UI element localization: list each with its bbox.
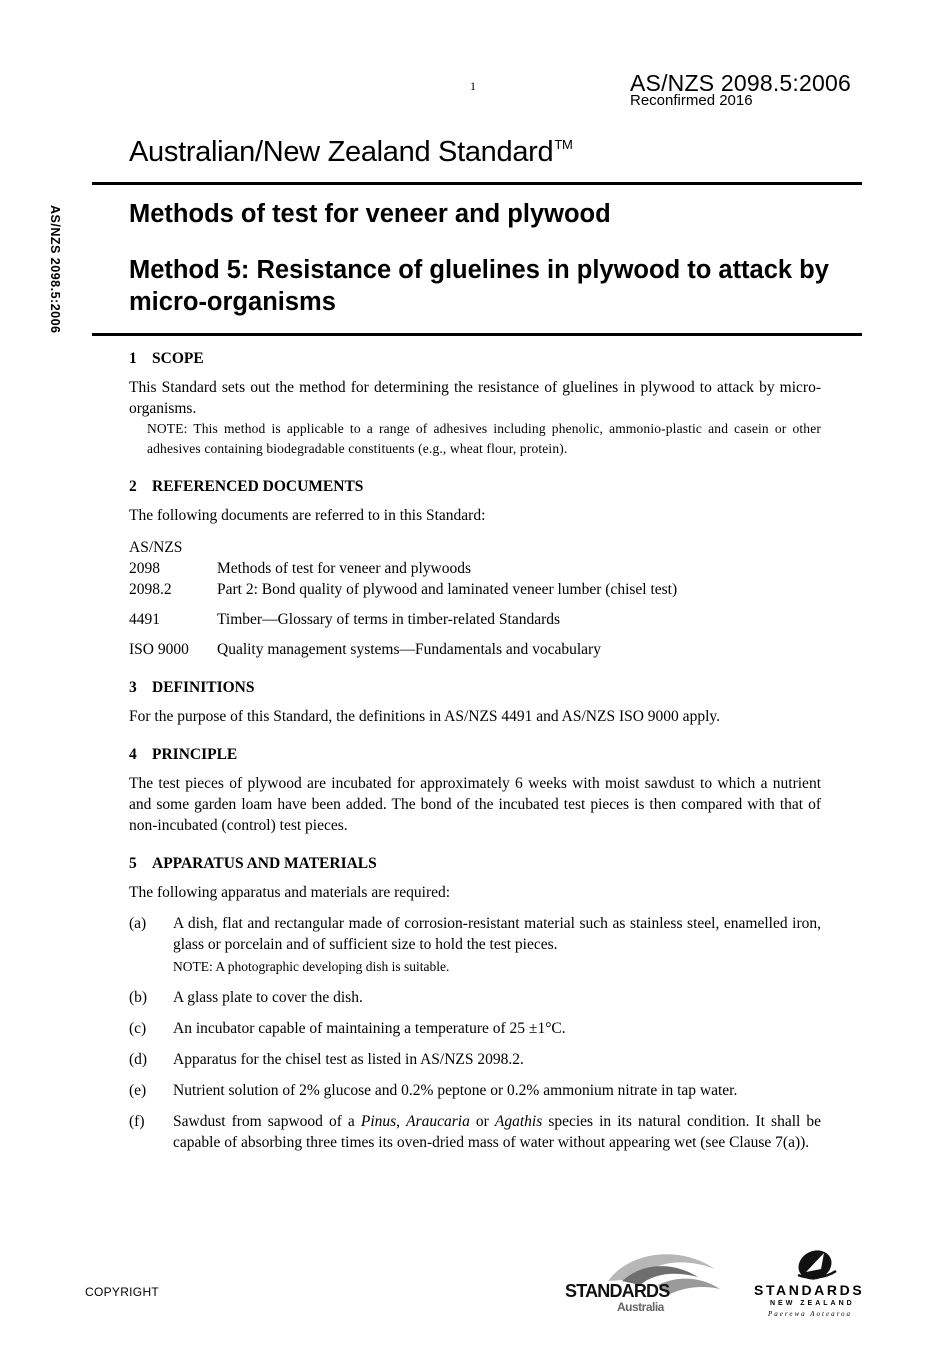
page-number: 1 bbox=[470, 79, 476, 93]
spine-text: AS/NZS 2098.5:2006 bbox=[48, 205, 62, 334]
ref-title: Quality management systems—Fundamentals and vocabulary bbox=[217, 641, 601, 658]
section-number: 3 bbox=[129, 679, 137, 696]
text-run: or bbox=[475, 1113, 489, 1130]
table-row bbox=[129, 630, 821, 660]
list-text bbox=[173, 1111, 821, 1153]
list-item bbox=[129, 913, 821, 977]
ref-title: Part 2: Bond quality of plywood and laminated veneer lumber (chisel test) bbox=[217, 581, 678, 598]
section-heading-apparatus bbox=[129, 853, 821, 874]
section-title: REFERENCED DOCUMENTS bbox=[152, 478, 364, 495]
list-item bbox=[129, 1080, 821, 1101]
list-text: A dish, flat and rectangular made of corrosion-resistant material such as stainless steel, enamelled iron, glass or porcelain and of sufficient size to hold the test pieces. bbox=[173, 915, 821, 953]
document-type bbox=[129, 136, 573, 169]
logo-nz-sub: NEW ZEALAND bbox=[770, 1300, 855, 1307]
section-heading-definitions bbox=[129, 677, 821, 698]
text-run: , bbox=[396, 1113, 401, 1130]
top-rule bbox=[92, 182, 862, 185]
list-label: (f) bbox=[129, 1113, 145, 1130]
spine-label bbox=[38, 205, 68, 353]
referenced-documents-table bbox=[129, 558, 821, 660]
list-label: (b) bbox=[129, 989, 148, 1006]
list-text: Nutrient solution of 2% glucose and 0.2% peptone or 0.2% ammonium nitrate in tap water. bbox=[173, 1082, 738, 1099]
section-heading-scope bbox=[129, 348, 821, 369]
refdocs-group: AS/NZS bbox=[129, 539, 183, 556]
species-name: Araucaria bbox=[406, 1113, 470, 1130]
table-row bbox=[129, 558, 821, 579]
method-title: Method 5: Resistance of gluelines in plywood to attack by micro-organisms bbox=[129, 256, 829, 316]
ref-code: 2098.2 bbox=[129, 581, 172, 598]
section-number: 1 bbox=[129, 350, 137, 367]
section-title: SCOPE bbox=[152, 350, 204, 367]
title-rule bbox=[92, 333, 862, 336]
logo-sa-main: STANDARDS bbox=[565, 1281, 670, 1301]
principle-text: The test pieces of plywood are incubated for approximately 6 weeks with moist sawdust to which a nutrient and some garden loam have been added. The bond of the incubated test pieces is then compared with that of non-incubated (control) test pieces. bbox=[129, 775, 821, 834]
document-title: Methods of test for veneer and plywood bbox=[129, 200, 611, 228]
standards-australia-logo bbox=[560, 1245, 725, 1320]
list-text: An incubator capable of maintaining a temperature of 25 ±1°C. bbox=[173, 1020, 566, 1037]
section-title: APPARATUS AND MATERIALS bbox=[152, 855, 377, 872]
text-run: species in its natural condition. It shall be capable of absorbing three times its oven-dried mass of water without appearing wet (see Clause 7(a)). bbox=[173, 1113, 822, 1151]
list-label: (e) bbox=[129, 1082, 147, 1099]
scope-text: This Standard sets out the method for determining the resistance of gluelines in plywood to attack by micro-organisms. bbox=[129, 379, 821, 417]
document-body bbox=[129, 348, 821, 1153]
standards-new-zealand-logo bbox=[752, 1245, 877, 1320]
list-text: A glass plate to cover the dish. bbox=[173, 989, 363, 1006]
list-item bbox=[129, 1049, 821, 1070]
ref-title: Timber—Glossary of terms in timber-related Standards bbox=[217, 611, 561, 628]
list-label: (d) bbox=[129, 1051, 148, 1068]
trademark-mark: TM bbox=[554, 137, 573, 152]
species-name: Pinus bbox=[360, 1113, 397, 1130]
list-item bbox=[129, 1111, 821, 1153]
table-row bbox=[129, 600, 821, 630]
table-row bbox=[129, 579, 821, 600]
section-heading-refdocs bbox=[129, 476, 821, 497]
definitions-text: For the purpose of this Standard, the definitions in AS/NZS 4491 and AS/NZS ISO 9000 apply. bbox=[129, 708, 720, 725]
section-number: 2 bbox=[129, 478, 137, 495]
section-heading-principle bbox=[129, 744, 821, 765]
apparatus-intro: The following apparatus and materials are required: bbox=[129, 884, 451, 901]
species-name: Agathis bbox=[494, 1113, 543, 1130]
copyright-label: COPYRIGHT bbox=[85, 1285, 160, 1299]
refdocs-intro: The following documents are referred to in this Standard: bbox=[129, 507, 486, 524]
logo-sa-sub: Australia bbox=[617, 1300, 664, 1314]
list-note: NOTE: A photographic developing dish is suitable. bbox=[173, 959, 450, 974]
list-label: (a) bbox=[129, 915, 147, 932]
section-number: 4 bbox=[129, 746, 137, 763]
section-title: PRINCIPLE bbox=[152, 746, 238, 763]
document-type-label: Australian/New Zealand Standard bbox=[129, 136, 554, 168]
standard-number: AS/NZS 2098.5:2006 bbox=[630, 70, 851, 96]
list-label: (c) bbox=[129, 1020, 147, 1037]
ref-code: ISO 9000 bbox=[129, 641, 189, 658]
text-run: Sawdust from sapwood of a bbox=[173, 1113, 355, 1130]
reconfirmed-note: Reconfirmed 2016 bbox=[630, 92, 753, 109]
logo-nz-main: STANDARDS bbox=[754, 1282, 865, 1298]
section-number: 5 bbox=[129, 855, 137, 872]
scope-note: NOTE: This method is applicable to a range of adhesives including phenolic, ammonio-plastic and casein or other adhesives containing biodegradable constituents (e.g., wheat flour, protein). bbox=[147, 421, 821, 456]
logo-nz-maori: Paerewa Aotearoa bbox=[768, 1310, 853, 1318]
standards-nz-mark-icon bbox=[752, 1245, 877, 1285]
section-title: DEFINITIONS bbox=[152, 679, 255, 696]
list-text: Apparatus for the chisel test as listed in AS/NZS 2098.2. bbox=[173, 1051, 524, 1068]
list-item bbox=[129, 987, 821, 1008]
ref-code: 4491 bbox=[129, 611, 160, 628]
list-item bbox=[129, 1018, 821, 1039]
ref-code: 2098 bbox=[129, 560, 160, 577]
ref-title: Methods of test for veneer and plywoods bbox=[217, 560, 471, 577]
